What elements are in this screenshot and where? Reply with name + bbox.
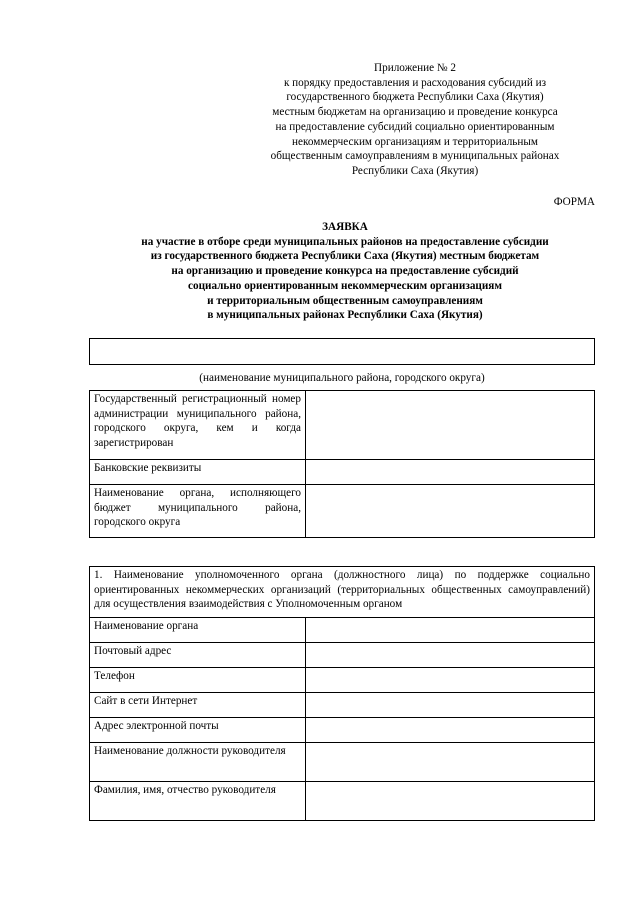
budget-executor-value[interactable] [306, 485, 595, 538]
appendix-line: на предоставление субсидий социально ориентированным [275, 120, 555, 133]
head-full-name-label: Фамилия, имя, отчество руководителя [90, 782, 306, 821]
appendix-line: некоммерческим организациям и территориальным [292, 135, 538, 148]
document-heading [95, 220, 595, 323]
bank-details-value[interactable] [306, 460, 595, 485]
document-title: ЗАЯВКА [322, 221, 368, 233]
authorized-body-header: 1. Наименование уполномоченного органа (должностного лица) по поддержке социально ориентированных некоммерческих организаций (территориальных общественных самоуправлений) для осуществления взаимодействия с Уполномоченным органом [90, 567, 595, 618]
registration-table [89, 390, 595, 538]
budget-executor-label: Наименование органа, исполняющего бюджет муниципального района, городского округа [90, 485, 306, 538]
table-row [90, 782, 595, 821]
district-name-table [89, 338, 595, 365]
postal-address-label: Почтовый адрес [90, 643, 306, 668]
organ-name-label: Наименование органа [90, 618, 306, 643]
table-row [90, 485, 595, 538]
appendix-line: государственного бюджета Республики Саха (Якутия) [286, 91, 544, 104]
form-label: ФОРМА [553, 196, 595, 208]
heading-line: на участие в отборе среди муниципальных районов на предоставление субсидии [141, 235, 549, 248]
district-name-caption: (наименование муниципального района, городского округа) [199, 372, 485, 384]
website-label: Сайт в сети Интернет [90, 693, 306, 718]
appendix-line: местным бюджетам на организацию и проведение конкурса [272, 106, 558, 119]
email-label: Адрес электронной почты [90, 718, 306, 743]
table-row [90, 567, 595, 618]
head-position-value[interactable] [306, 743, 595, 782]
authorized-body-table [89, 566, 595, 821]
table-row [90, 460, 595, 485]
table-row [90, 391, 595, 460]
website-value[interactable] [306, 693, 595, 718]
organ-name-value[interactable] [306, 618, 595, 643]
appendix-line: Республики Саха (Якутия) [351, 164, 479, 177]
table-row [90, 668, 595, 693]
table-row [90, 618, 595, 643]
heading-line: на организацию и проведение конкурса на предоставление субсидий [171, 265, 519, 278]
phone-label: Телефон [90, 668, 306, 693]
head-full-name-value[interactable] [306, 782, 595, 821]
heading-line: и территориальным общественным самоуправлениям [207, 294, 483, 307]
registration-number-value[interactable] [306, 391, 595, 460]
heading-line: в муниципальных районах Республики Саха (Якутия) [207, 309, 483, 322]
table-row [90, 743, 595, 782]
phone-value[interactable] [306, 668, 595, 693]
appendix-block [240, 61, 590, 179]
heading-line: социально ориентированным некоммерческим организациям [188, 279, 502, 292]
head-position-label: Наименование должности руководителя [90, 743, 306, 782]
district-name-field[interactable] [90, 339, 595, 365]
heading-line: из государственного бюджета Республики Саха (Якутия) местным бюджетам [150, 250, 540, 263]
email-value[interactable] [306, 718, 595, 743]
bank-details-label: Банковские реквизиты [90, 460, 306, 485]
appendix-line: Приложение № 2 [374, 62, 456, 74]
registration-number-label: Государственный регистрационный номер администрации муниципального района, городского округа, кем и когда зарегистрирован [90, 391, 306, 460]
appendix-line: к порядку предоставления и расходования субсидий из [283, 76, 547, 89]
table-row [90, 718, 595, 743]
postal-address-value[interactable] [306, 643, 595, 668]
table-row [90, 693, 595, 718]
table-row [90, 643, 595, 668]
appendix-line: общественным самоуправлениям в муниципальных районах [270, 150, 560, 163]
